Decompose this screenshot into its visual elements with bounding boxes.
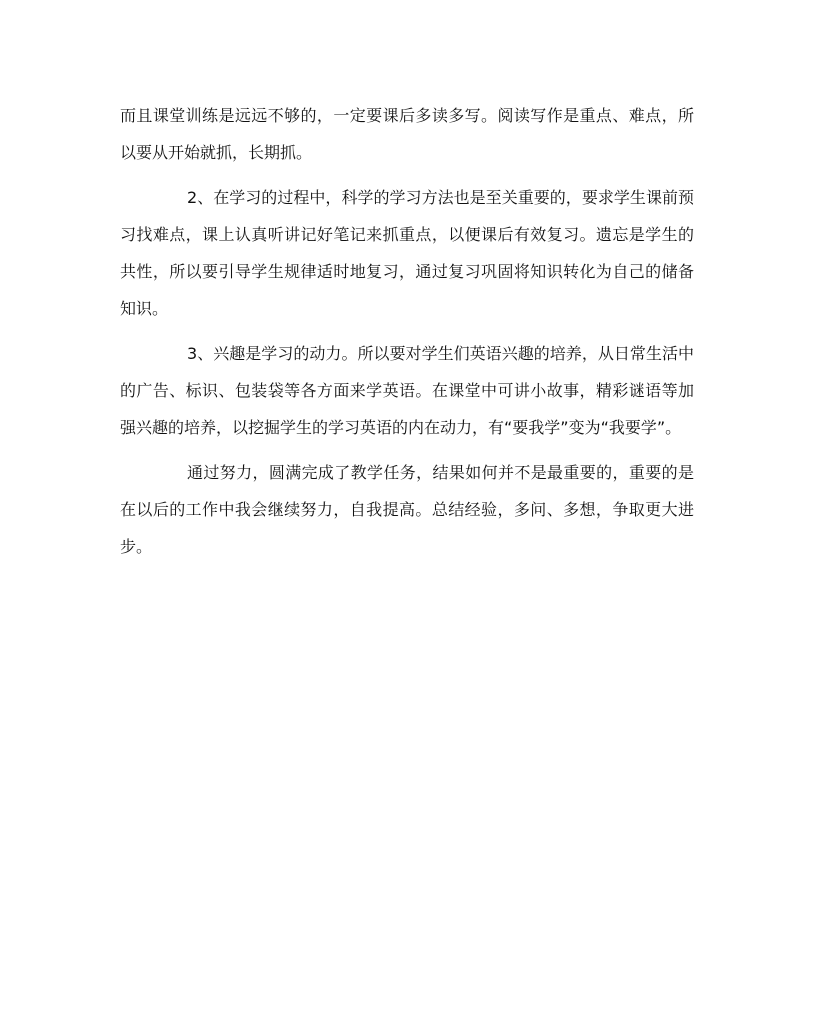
paragraph-conclusion: 通过努力，圆满完成了教学任务，结果如何并不是最重要的，重要的是在以后的工作中我会继续努力，自我提高。总结经验，多问、多想，争取更大进步。 <box>120 463 694 556</box>
paragraph-continuation: 而且课堂训练是远远不够的，一定要课后多读多写。阅读写作是重点、难点，所以要从开始就抓，长期抓。 <box>120 106 694 162</box>
paragraph-interest: 3、兴趣是学习的动力。所以要对学生们英语兴趣的培养，从日常生活中的广告、标识、包装袋等各方面来学英语。在课堂中可讲小故事，精彩谜语等加强兴趣的培养，以挖掘学生的学习英语的内在动力，有“要我学”变为“我要学”。 <box>120 344 694 437</box>
document-body <box>120 97 694 565</box>
paragraph-study-method: 2、在学习的过程中，科学的学习方法也是至关重要的，要求学生课前预习找难点，课上认真听讲记好笔记来抓重点，以便课后有效复习。遗忘是学生的共性，所以要引导学生规律适时地复习，通过复习巩固将知识转化为自己的储备知识。 <box>120 188 694 318</box>
